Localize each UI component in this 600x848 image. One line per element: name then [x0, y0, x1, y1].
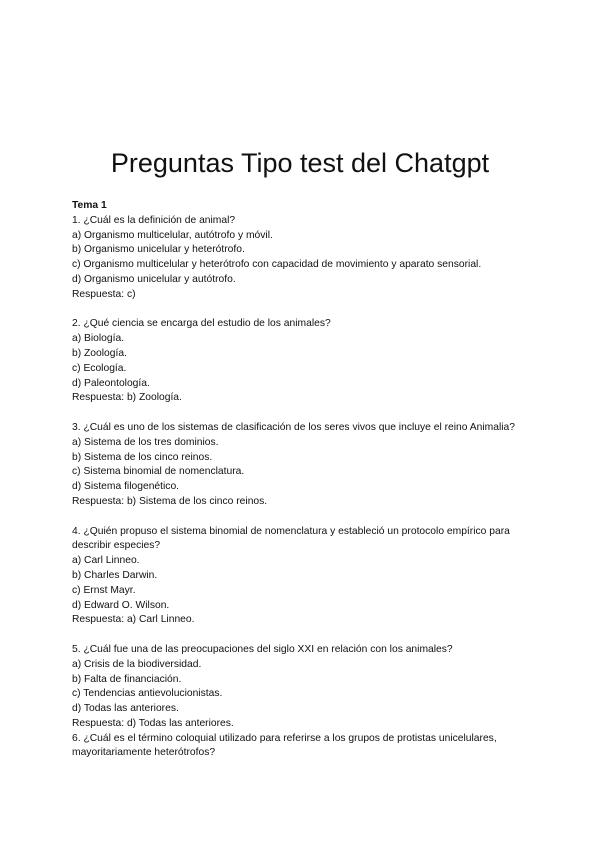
- answer-option: a) Organismo multicelular, autótrofo y móvil.: [72, 229, 273, 241]
- question-3: [72, 421, 532, 510]
- question-2: [72, 317, 532, 406]
- answer-option: a) Sistema de los tres dominios.: [72, 436, 219, 448]
- answer-option: b) Sistema de los cinco reinos.: [72, 451, 213, 463]
- question-5: [72, 643, 532, 732]
- question-1: [72, 214, 532, 303]
- correct-answer: Respuesta: b) Sistema de los cinco reinos.: [72, 495, 268, 507]
- question-6: [72, 732, 532, 762]
- answer-option: c) Ernst Mayr.: [72, 584, 136, 596]
- answer-option: b) Organismo unicelular y heterótrofo.: [72, 244, 245, 256]
- question-4: [72, 525, 532, 629]
- answer-option: c) Sistema binomial de nomenclatura.: [72, 466, 245, 478]
- answer-option: c) Tendencias antievolucionistas.: [72, 688, 223, 700]
- correct-answer: Respuesta: a) Carl Linneo.: [72, 614, 195, 626]
- answer-option: b) Zoología.: [72, 347, 127, 359]
- answer-option: d) Paleontología.: [72, 377, 150, 389]
- answer-option: a) Biología.: [72, 333, 125, 345]
- answer-option: d) Sistema filogenético.: [72, 481, 180, 493]
- answer-option: a) Carl Linneo.: [72, 555, 140, 567]
- answer-option: d) Todas las anteriores.: [72, 703, 179, 715]
- answer-option: a) Crisis de la biodiversidad.: [72, 658, 202, 670]
- answer-option: c) Organismo multicelular y heterótrofo con capacidad de movimiento y aparato sensorial.: [72, 259, 482, 271]
- question-text: 5. ¿Cuál fue una de las preocupaciones del siglo XXI en relación con los animales?: [72, 643, 453, 655]
- answer-option: c) Ecología.: [72, 362, 127, 374]
- correct-answer: Respuesta: c): [72, 288, 136, 300]
- question-text: 1. ¿Cuál es la definición de animal?: [72, 214, 236, 226]
- section-heading: Tema 1: [72, 200, 107, 211]
- document-title: Preguntas Tipo test del Chatgpt: [110, 148, 490, 178]
- document-content: [72, 199, 532, 761]
- answer-option: d) Organismo unicelular y autótrofo.: [72, 273, 236, 285]
- question-text: 3. ¿Cuál es uno de los sistemas de clasificación de los seres vivos que incluye el reino Animalia?: [72, 421, 515, 433]
- question-text: 4. ¿Quién propuso el sistema binomial de nomenclatura y estableció un protocolo empírico para describir especies?: [72, 525, 510, 552]
- correct-answer: Respuesta: b) Zoología.: [72, 392, 182, 404]
- answer-option: d) Edward O. Wilson.: [72, 599, 170, 611]
- answer-option: b) Falta de financiación.: [72, 673, 182, 685]
- question-text: 6. ¿Cuál es el término coloquial utilizado para referirse a los grupos de protistas unicelulares, mayoritariamente heterótrofos?: [72, 732, 497, 759]
- correct-answer: Respuesta: d) Todas las anteriores.: [72, 717, 234, 729]
- question-text: 2. ¿Qué ciencia se encarga del estudio de los animales?: [72, 318, 331, 330]
- answer-option: b) Charles Darwin.: [72, 569, 158, 581]
